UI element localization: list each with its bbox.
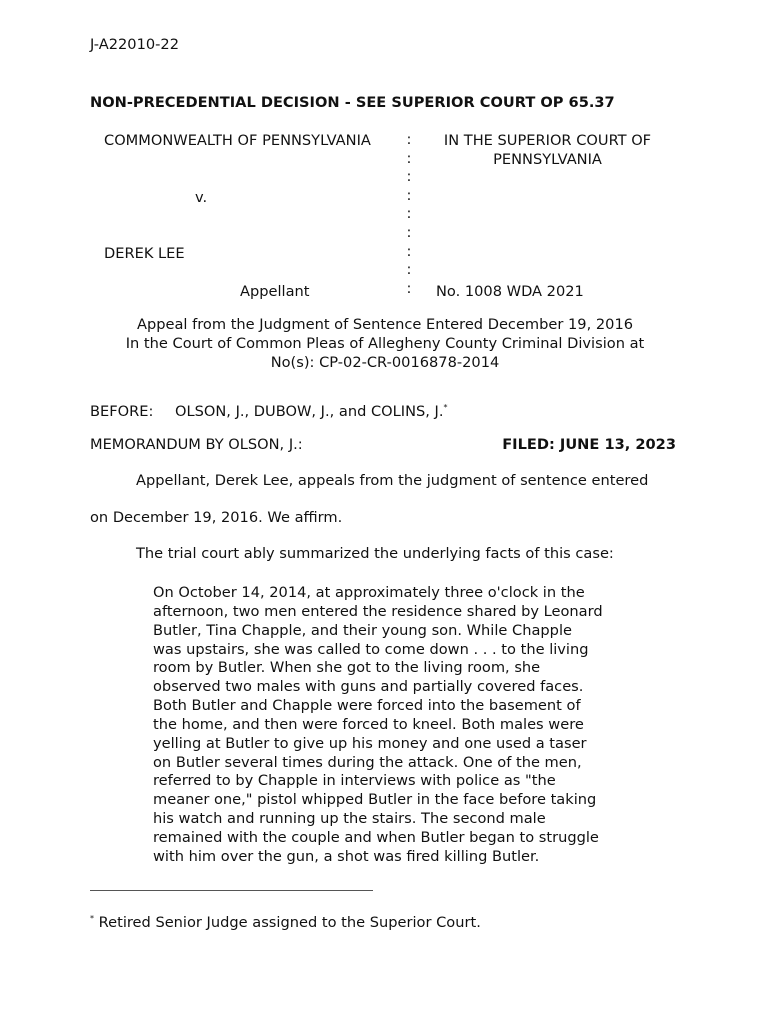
- block-quote: [153, 584, 616, 867]
- caption-role: Appellant: [240, 283, 310, 300]
- quote-line: referred to by Chapple in interviews with police as "the: [153, 772, 556, 790]
- footnote: [90, 914, 481, 931]
- caption-colon: :: [406, 205, 412, 223]
- caption-colon: :: [406, 149, 412, 167]
- caption-defendant: DEREK LEE: [104, 245, 185, 262]
- quote-line: room by Butler. When she got to the living room, she: [153, 659, 541, 677]
- footnote-text: Retired Senior Judge assigned to the Superior Court.: [98, 914, 481, 931]
- case-number: No. 1008 WDA 2021: [436, 283, 584, 300]
- footnote-ref[interactable]: *: [443, 403, 448, 413]
- footnote-marker: *: [90, 914, 94, 924]
- caption-colon: :: [406, 223, 412, 241]
- caption-colon: :: [406, 131, 412, 148]
- quote-line: observed two males with guns and partially covered faces.: [153, 678, 584, 696]
- quote-line: was upstairs, she was called to come down . . . to the living: [153, 640, 589, 658]
- caption-colon-column: [404, 131, 414, 298]
- caption-colon: :: [406, 168, 412, 186]
- paragraph-2: The trial court ably summarized the underlying facts of this case:: [136, 545, 614, 562]
- quote-line: Both Butler and Chapple were forced into the basement of: [153, 697, 581, 715]
- caption-plaintiff: COMMONWEALTH OF PENNSYLVANIA: [104, 132, 371, 149]
- caption-colon: :: [406, 186, 412, 204]
- before-line: [175, 403, 447, 420]
- appeal-line: In the Court of Common Pleas of Allegheny County Criminal Division at: [125, 335, 645, 352]
- caption-colon: :: [406, 279, 412, 297]
- quote-line: meaner one," pistol whipped Butler in the face before taking: [153, 791, 597, 809]
- caption-colon: :: [406, 261, 412, 279]
- before-label: BEFORE:: [90, 403, 154, 420]
- caption-colon: :: [406, 242, 412, 260]
- quote-line: yelling at Butler to give up his money and one used a taser: [153, 734, 587, 752]
- appeal-line: No(s): CP-02-CR-0016878-2014: [270, 354, 500, 371]
- quote-line: on Butler several times during the attack. One of the men,: [153, 753, 582, 771]
- decision-banner: NON-PRECEDENTIAL DECISION - SEE SUPERIOR COURT OP 65.37: [90, 94, 615, 111]
- appeal-block: [90, 315, 680, 372]
- caption-versus: v.: [195, 189, 208, 206]
- caption-court-line2: PENNSYLVANIA: [493, 151, 602, 168]
- caption-court-line1: IN THE SUPERIOR COURT OF: [443, 132, 652, 149]
- memorandum-author: MEMORANDUM BY OLSON, J.:: [90, 436, 303, 453]
- quote-line: remained with the couple and when Butler began to struggle: [153, 828, 599, 846]
- paragraph-1-line-1: Appellant, Derek Lee, appeals from the judgment of sentence entered: [136, 472, 649, 489]
- quote-line: Butler, Tina Chapple, and their young son. While Chapple: [153, 621, 572, 639]
- quote-line: with him over the gun, a shot was fired killing Butler.: [153, 847, 540, 865]
- quote-line: his watch and running up the stairs. The second male: [153, 810, 546, 828]
- filed-date: FILED: JUNE 13, 2023: [502, 436, 676, 453]
- appeal-line: Appeal from the Judgment of Sentence Entered December 19, 2016: [136, 316, 634, 333]
- footnote-divider: [90, 890, 373, 891]
- quote-line: On October 14, 2014, at approximately three o'clock in the: [153, 584, 585, 601]
- quote-line: afternoon, two men entered the residence shared by Leonard: [153, 602, 603, 620]
- quote-line: the home, and then were forced to kneel. Both males were: [153, 715, 584, 733]
- paragraph-1-line-2: on December 19, 2016. We affirm.: [90, 509, 343, 526]
- before-judges: OLSON, J., DUBOW, J., and COLINS, J.: [175, 403, 444, 420]
- docket-id: J-A22010-22: [90, 36, 179, 53]
